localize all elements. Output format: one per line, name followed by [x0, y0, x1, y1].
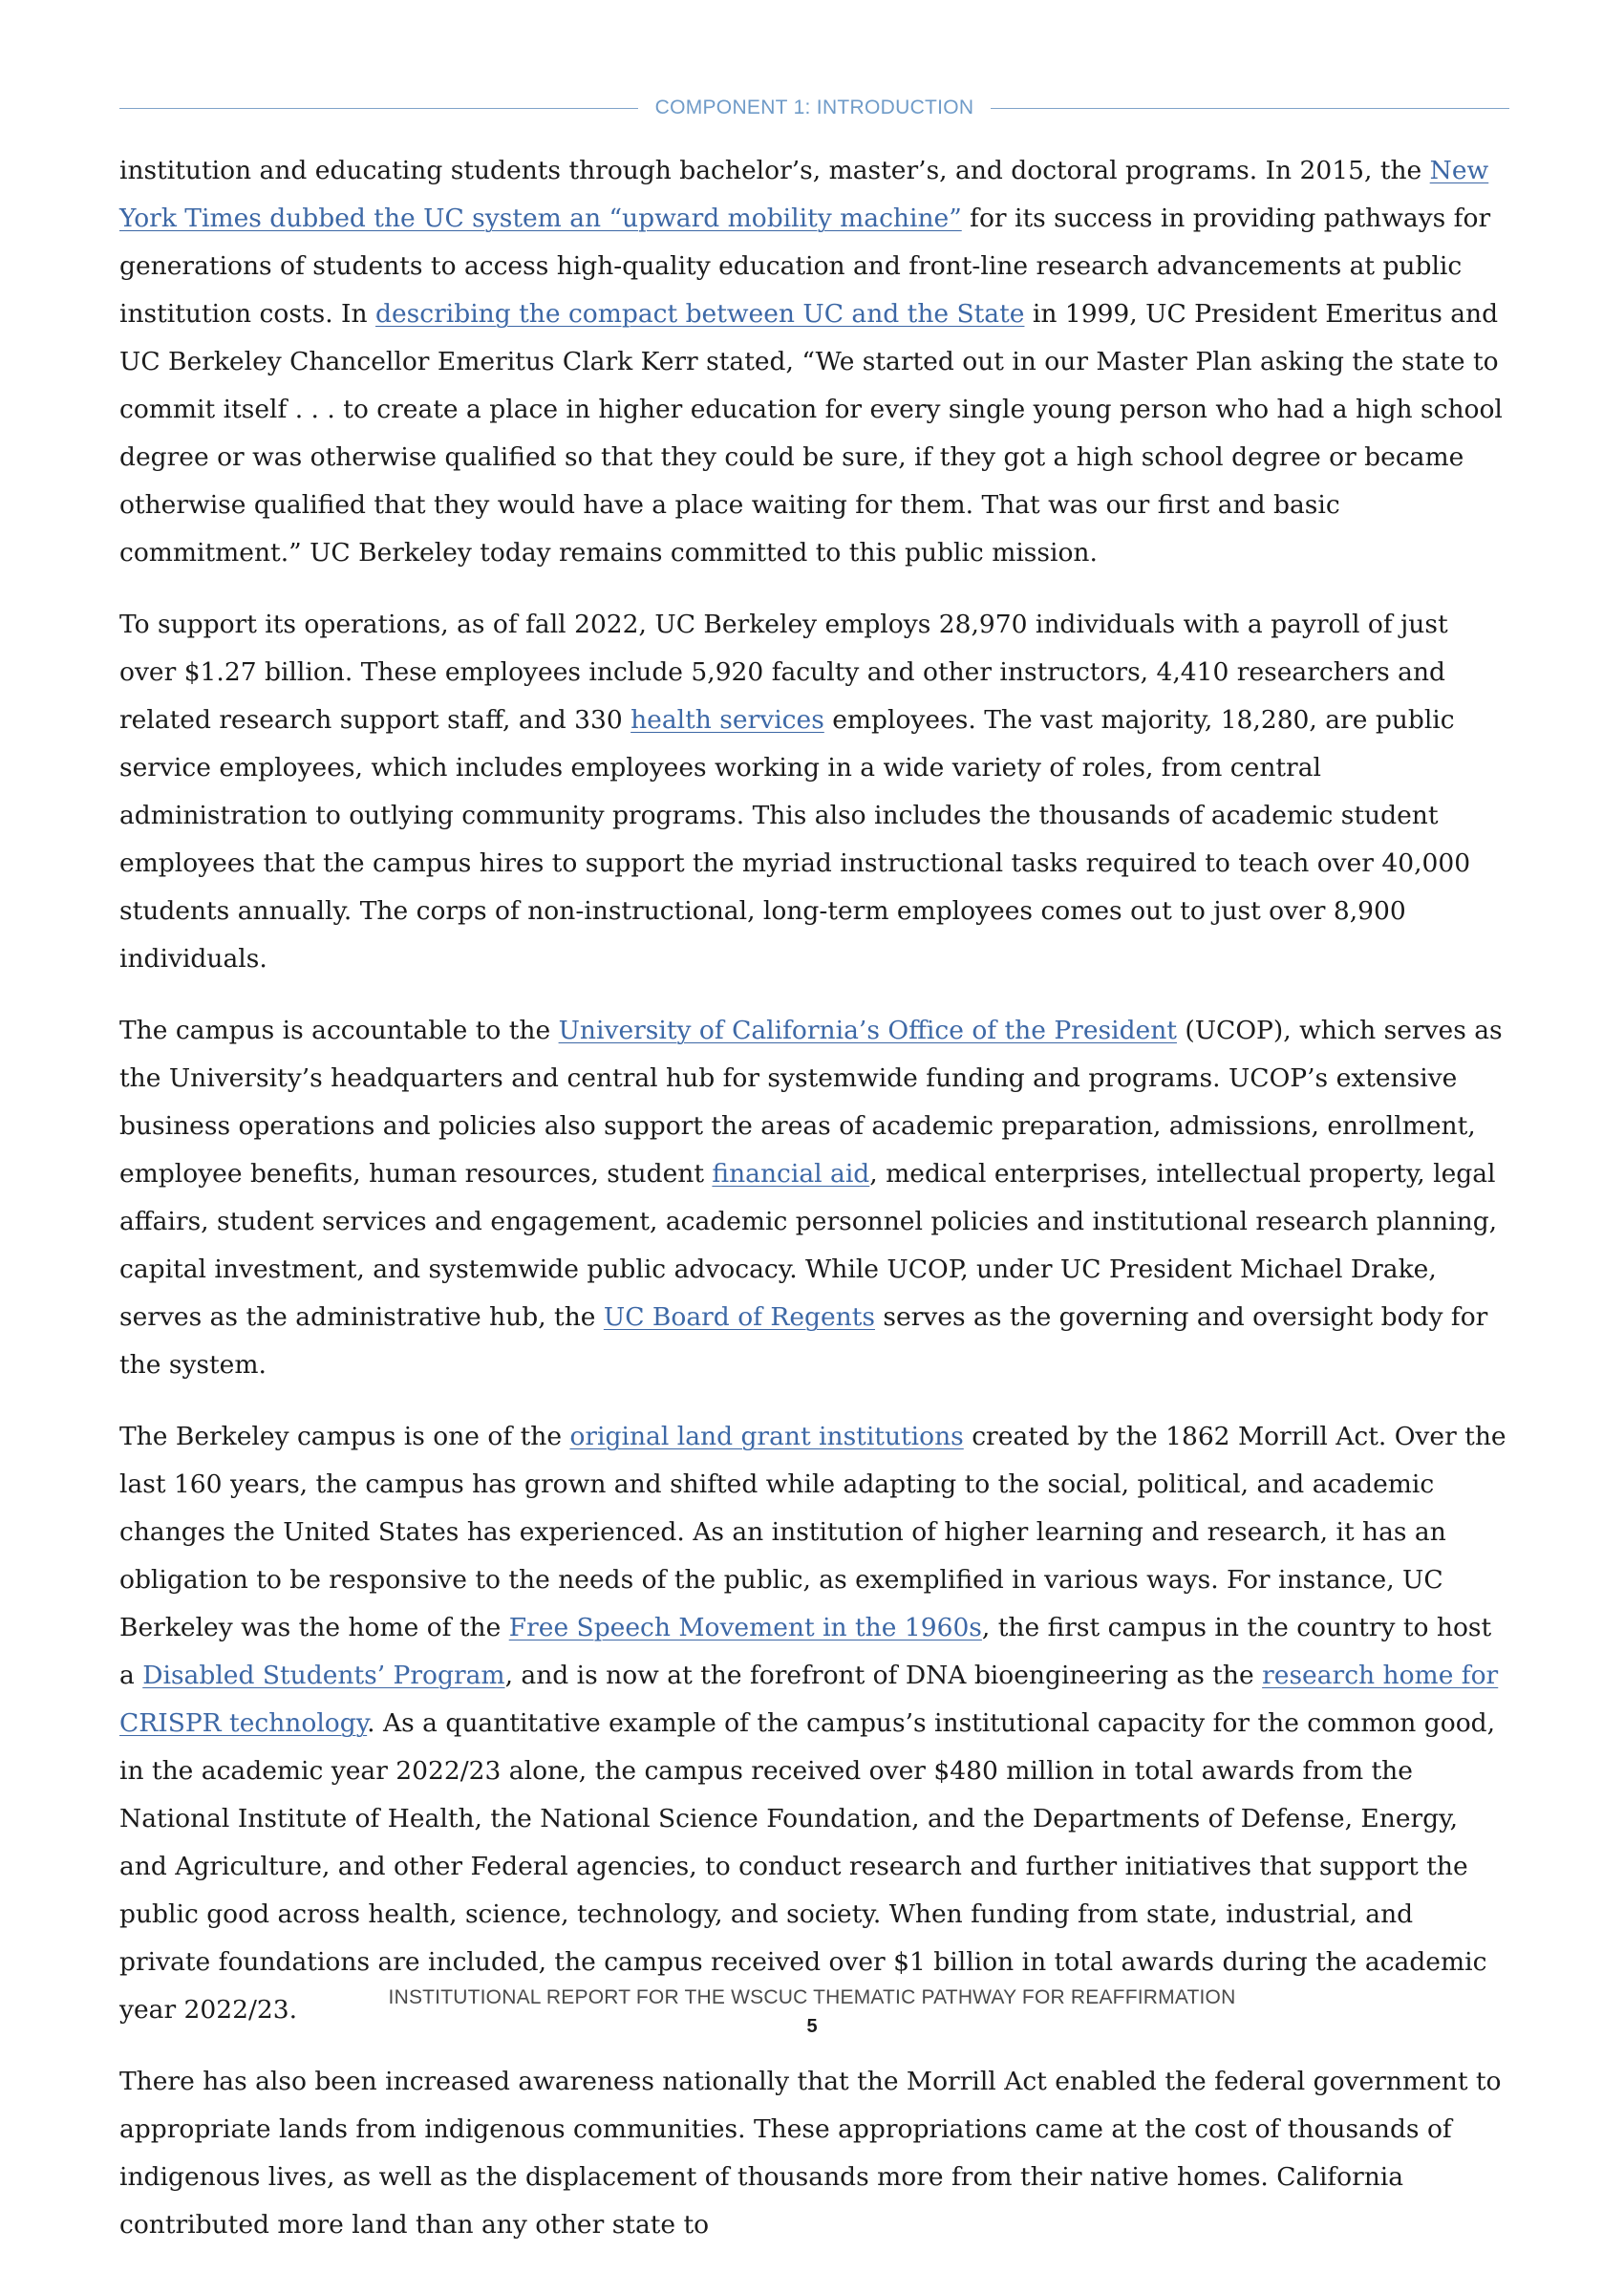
- header-rule-left: [119, 108, 638, 109]
- link-ucop[interactable]: University of California’s Office of the President: [558, 1016, 1177, 1045]
- paragraph-text: , the first campus in the country to host a: [119, 1613, 1492, 1690]
- paragraph-text: There has also been increased awareness nationally that the Morrill Act enabled the federal government to appropriate lands from indigenous communities. These appropriations came at the cost of thousands of indigenous lives, as well as the displacement of thousands more from their native homes. California contributed more land than any other state to: [119, 2067, 1502, 2240]
- page-number: 5: [806, 2016, 818, 2037]
- paragraph-text: serves as the governing and oversight body for the system.: [119, 1302, 1488, 1380]
- paragraph-land-grant: [119, 1413, 1509, 2034]
- paragraph-text: , and is now at the forefront of DNA bioengineering as the: [504, 1661, 1263, 1690]
- paragraph-operations: [119, 601, 1509, 983]
- paragraph-morrill-act: [119, 2058, 1509, 2249]
- paragraph-text: in 1999, UC President Emeritus and UC Berkeley Chancellor Emeritus Clark Kerr stated, “We started out in our Master Plan asking the state to commit itself . . . to create a place in higher education for every single young person who had a high school degree or was otherwise qualified so that they could be sure, if they got a high school degree or became otherwise qualified that they would have a place waiting for them. That was our first and basic commitment.” UC Berkeley today remains committed to this public mission.: [119, 299, 1503, 568]
- paragraph-text: employees. The vast majority, 18,280, are public service employees, which includes employees working in a wide variety of roles, from central administration to outlying community programs. This also includes the thousands of academic student employees that the campus hires to support the myriad instructional tasks required to teach over 40,000 students annually. The corps of non-instructional, long-term employees comes out to just over 8,900 individuals.: [119, 705, 1471, 974]
- paragraph-text: for its success in providing pathways for generations of students to access high-quality education and front-line research advancements at public institution costs. In: [119, 204, 1491, 329]
- paragraph-text: The Berkeley campus is one of the: [119, 1422, 570, 1451]
- header-rule-right: [991, 108, 1509, 109]
- paragraph-mission: [119, 147, 1509, 577]
- paragraph-text: , medical enterprises, intellectual property, legal affairs, student services and engagement, academic personnel policies and institutional research planning, capital investment, and systemwide public advocacy. While UCOP, under UC President Michael Drake, serves as the administrative hub, the: [119, 1159, 1498, 1332]
- paragraph-text: . As a quantitative example of the campus’s institutional capacity for the common good, in the academic year 2022/23 alone, the campus received over $480 million in total awards from the National Institute of Health, the National Science Foundation, and the Departments of Defense, Energy, and Agriculture, and other Federal agencies, to conduct research and further initiatives that support the public good across health, science, technology, and society. When funding from state, industrial, and private foundations are included, the campus received over $1 billion in total awards during the academic year 2022/23.: [119, 1708, 1496, 2025]
- paragraph-text: created by the 1862 Morrill Act. Over the last 160 years, the campus has grown and shifted while adapting to the social, political, and academic changes the United States has experienced. As an institution of higher learning and research, it has an obligation to be responsive to the needs of the public, as exemplified in various ways. For instance, UC Berkeley was the home of the: [119, 1422, 1506, 1642]
- footer-report-title: INSTITUTIONAL REPORT FOR THE WSCUC THEMATIC PATHWAY FOR REAFFIRMATION: [388, 1986, 1236, 2008]
- link-compact-uc-state[interactable]: describing the compact between UC and the State: [375, 299, 1025, 329]
- paragraph-text: (UCOP), which serves as the University’s headquarters and central hub for systemwide funding and programs. UCOP’s extensive business operations and policies also support the areas of academic preparation, admissions, enrollment, employee benefits, human resources, student: [119, 1016, 1503, 1189]
- section-title: COMPONENT 1: INTRODUCTION: [654, 96, 974, 118]
- link-disabled-students-program[interactable]: Disabled Students’ Program: [142, 1661, 505, 1690]
- link-board-of-regents[interactable]: UC Board of Regents: [603, 1302, 875, 1332]
- paragraph-text: To support its operations, as of fall 2022, UC Berkeley employs 28,970 individuals with a payroll of just over $1.27 billion. These employees include 5,920 faculty and other instructors, 4,410 researchers and related research support staff, and 330: [119, 610, 1448, 735]
- link-crispr-research[interactable]: research home for CRISPR technology: [119, 1661, 1499, 1738]
- section-header: [119, 94, 1509, 122]
- body-text: [119, 147, 1509, 2273]
- link-health-services[interactable]: health services: [630, 705, 824, 735]
- paragraph-text: The campus is accountable to the: [119, 1016, 559, 1045]
- link-financial-aid[interactable]: financial aid: [712, 1159, 870, 1189]
- link-land-grant-institutions[interactable]: original land grant institutions: [569, 1422, 964, 1451]
- link-free-speech-movement[interactable]: Free Speech Movement in the 1960s: [508, 1613, 982, 1642]
- paragraph-ucop: [119, 1007, 1509, 1389]
- link-nyt-upward-mobility[interactable]: New York Times dubbed the UC system an “upward mobility machine”: [119, 156, 1489, 233]
- paragraph-text: institution and educating students through bachelor’s, master’s, and doctoral programs. In 2015, the: [119, 156, 1430, 185]
- page-footer: [0, 1984, 1624, 2041]
